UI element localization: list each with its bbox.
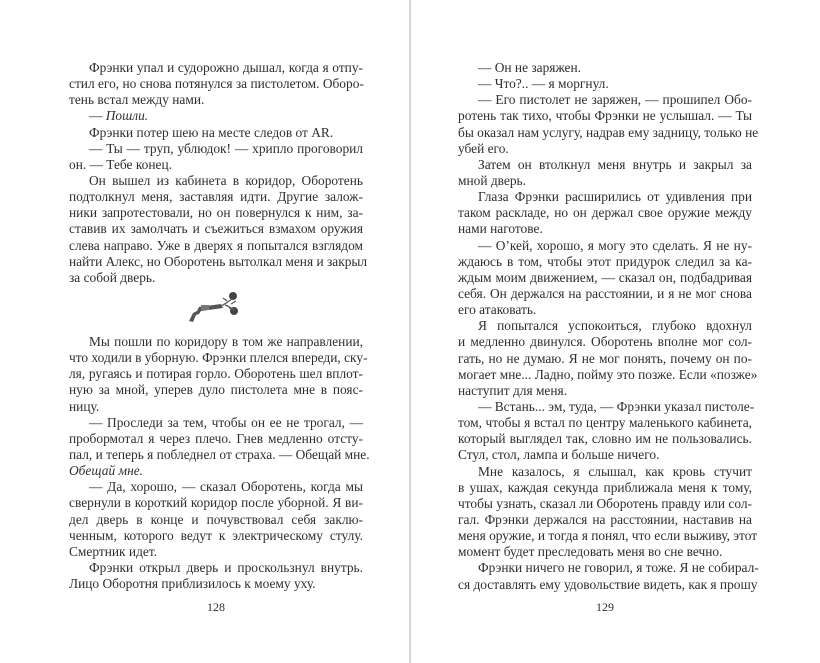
paragraph <box>69 108 363 124</box>
text-line: ники запротестовали, но он повернулся к ним, за- <box>69 205 363 221</box>
text-line: его атаковать. <box>458 302 537 318</box>
text-line: за собой дверь. <box>69 269 156 285</box>
text-line: пробормотал я через плечо. Гнев медленно отсту- <box>69 430 363 446</box>
text-line: наступит для меня. <box>458 382 568 398</box>
paragraph <box>458 189 752 237</box>
text-line: свернули в короткий коридор после уборной. Я ви- <box>69 495 363 511</box>
text-line: — Встань... эм, туда, — Фрэнки указал пистоле- <box>478 398 755 414</box>
text-line: меня оружие, и тогда я понял, что если выживу, этот <box>458 528 758 544</box>
text-line: Лицо Оборотня приблизилось к моему уху. <box>69 576 316 592</box>
text-line: Мне казалось, я слышал, как кровь стучит <box>478 463 752 479</box>
text-line: дел дверь в конце и почувствовал себя заклю- <box>69 511 363 527</box>
text-line: Затем он втолкнул меня внутрь и закрыл за <box>478 156 752 172</box>
text-line: Фрэнки упал и судорожно дышал, когда я отпу- <box>89 60 363 75</box>
text-line <box>69 463 363 479</box>
text-line: — О’кей, хорошо, я могу это сделать. Я не ну- <box>478 237 752 253</box>
paragraph <box>69 125 363 141</box>
paragraph <box>458 76 752 92</box>
paragraph <box>458 92 759 157</box>
text-block <box>69 60 368 286</box>
text-line: — Ты — труп, ублюдок! — хрипло проговорил <box>89 140 363 156</box>
paragraph <box>458 157 752 189</box>
text-line: стил его, но снова потянулся за пистолетом. Оборо- <box>69 76 364 92</box>
text-line: найти Алекс, но Оборотень вытолкал меня и закрыл <box>69 253 368 269</box>
paragraph <box>69 414 370 480</box>
text-line: ную за мной, уперев дуло пистолета мне в пояс- <box>69 382 363 398</box>
text-line: Фрэнки ничего не говорил, я тоже. Я не собирал- <box>478 560 759 576</box>
paragraph <box>69 141 363 173</box>
text-line: нами наготове. <box>458 221 543 237</box>
page-number: 129 <box>596 600 614 614</box>
text-line: том, чтобы я встал по центру маленького кабинета, <box>458 415 752 431</box>
text-line: — Он не заряжен. <box>478 60 581 75</box>
text-line: чтобы узнать, сказал ли Оборотень правду или сол- <box>458 495 752 511</box>
text-line: Я попытался успокоиться, глубоко вдохнул <box>478 318 752 334</box>
paragraph <box>69 172 368 286</box>
text-line: слева направо. Уже в дверях я попытался взглядом <box>69 237 363 253</box>
text-line: момент будет преследовать меня во сне вечно. <box>458 544 723 560</box>
text-line: Мы пошли по коридору в том же направлении, <box>89 334 363 349</box>
text-line: убей его. <box>458 140 509 156</box>
text-line: ницу. <box>69 398 100 414</box>
paragraph <box>69 334 368 415</box>
text-line: ставив их замолчать и съежиться взмахом оружия <box>69 221 363 237</box>
text-line: гать, но не думаю. Я не мог понять, почему он по- <box>458 350 752 366</box>
text-line: ротень так тихо, чтобы Фрэнки не услышал. — Ты <box>458 108 752 124</box>
text-line: ля, ругаясь и потирая горло. Оборотень шел вплот- <box>69 366 363 382</box>
italic-text: Пошли. <box>105 108 149 124</box>
text-line: Он вышел из кабинета в коридор, Оборотень <box>89 172 363 188</box>
text-line: Глаза Фрэнки расширились от удивления при <box>478 189 752 205</box>
text-line: Фрэнки потер шею на месте следов от AR. <box>89 124 334 140</box>
text-line: себя. Он держался на расстоянии, и я не мог снова <box>458 285 752 301</box>
text-line: — Да, хорошо, — сказал Оборотень, когда мы <box>89 479 363 495</box>
text-block <box>458 60 759 593</box>
text-block <box>69 334 370 592</box>
paragraph <box>69 479 363 560</box>
paragraph <box>458 238 752 319</box>
italic-text: Обещай мне. <box>69 463 144 479</box>
revolver-with-roses-icon <box>187 289 247 323</box>
text-line: подтолкнул меня, заставляя идти. Другие залож- <box>69 189 363 205</box>
text-line: в ушах, каждая секунда приближала меня к тому, <box>458 479 752 495</box>
paragraph <box>458 318 758 399</box>
paragraph <box>458 463 758 561</box>
text-line: пал, и теперь я побледнел от страха. — Обещай мне. <box>69 446 370 462</box>
book-gutter <box>409 0 411 663</box>
text-line: ждаюсь в том, чтобы этот придурок следил за ка- <box>458 253 752 269</box>
text-line <box>69 108 363 124</box>
paragraph <box>69 560 363 592</box>
text-line: что ходили в уборную. Фрэнки плелся впереди, ску- <box>69 350 368 366</box>
page-left <box>69 0 370 663</box>
paragraph <box>458 398 755 464</box>
paragraph <box>69 60 363 108</box>
text-line: — Его пистолет не заряжен, — прошипел Обо- <box>478 92 752 108</box>
text-line: мной дверь. <box>458 172 526 188</box>
text-line: — Проследи за тем, чтобы он ее не трогал, — <box>89 414 363 430</box>
paragraph <box>458 560 759 592</box>
text-span: — <box>89 108 106 124</box>
text-line: Смертник идет. <box>69 543 158 559</box>
text-line: и медленно двинулся. Оборотень вполне мог сол- <box>458 334 752 350</box>
page-right <box>458 0 759 663</box>
text-line: могает мне... Ладно, пойму это позже. Если «позже» <box>458 366 758 382</box>
text-line: гал. Фрэнки держался на расстоянии, наставив на <box>458 511 752 527</box>
text-line: Стул, стол, лампа и больше ничего. <box>458 447 660 463</box>
text-line: который выглядел так, словно им не пользовались. <box>458 431 752 447</box>
text-line: — Что?.. — я моргнул. <box>478 76 609 92</box>
paragraph <box>458 60 752 76</box>
text-line: ченным, которого ведут к электрическому стулу. <box>69 527 363 543</box>
text-line: бы оказал нам услугу, надрав ему задницу, только не <box>458 124 759 140</box>
text-line: ся доставлять ему удовольствие видеть, как я прошу <box>458 576 758 592</box>
page-number: 128 <box>207 600 225 614</box>
text-line: таком раскладе, но он держал свое оружие между <box>458 205 752 221</box>
text-line: Фрэнки открыл дверь и проскользнул внутрь. <box>89 559 363 575</box>
text-line: ждым моим движением, — сказал он, подбадривая <box>458 269 752 285</box>
text-line: тень встал между нами. <box>69 92 205 108</box>
text-line: он. — Тебе конец. <box>69 156 172 172</box>
